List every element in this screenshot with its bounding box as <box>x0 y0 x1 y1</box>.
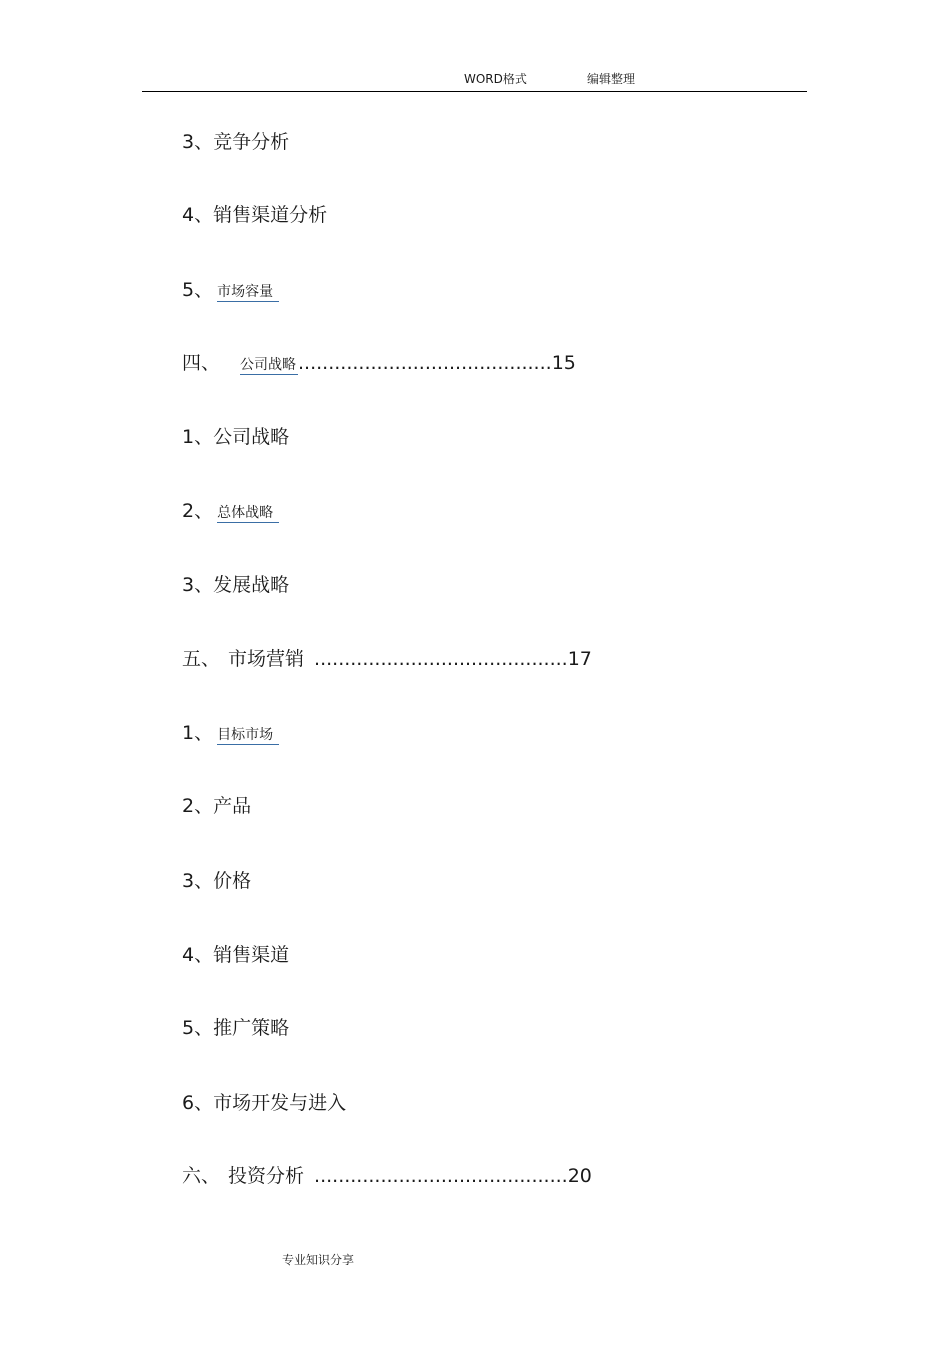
toc-entry[interactable] <box>182 1016 289 1040</box>
toc-entry-title: 市场营销 <box>228 648 305 670</box>
toc-entry-number: 4、 <box>182 204 214 226</box>
toc-entry[interactable] <box>182 351 576 375</box>
toc-entry-number: 4、 <box>182 944 214 966</box>
toc-entry-title: 销售渠道 <box>213 944 290 966</box>
toc-entry[interactable] <box>182 278 279 302</box>
toc-entry-title: 发展战略 <box>213 574 290 596</box>
toc-entry-number: 2、 <box>182 500 214 522</box>
toc-entry-number: 3、 <box>182 870 214 892</box>
toc-entry[interactable] <box>182 573 289 597</box>
header-left-text: WORD格式 <box>464 72 527 86</box>
toc-entry[interactable] <box>182 203 327 227</box>
toc-entry-dots: .......................................... <box>298 352 552 374</box>
toc-entry-page: 20 <box>567 1165 592 1187</box>
toc-entry-title: 销售渠道分析 <box>213 204 328 226</box>
toc-entry-number: 3、 <box>182 574 214 596</box>
toc-entry-title-link[interactable]: 总体战略 <box>217 504 279 523</box>
toc-entry-title-link[interactable]: 公司战略 <box>240 357 297 373</box>
page-footer: 专业知识分享 <box>282 1253 355 1267</box>
toc-entry-number: 五、 <box>182 648 221 670</box>
toc-entry[interactable] <box>182 1091 346 1115</box>
toc-entry[interactable] <box>182 647 592 671</box>
toc-entry-title: 市场开发与进入 <box>213 1092 347 1114</box>
toc-entry-title: 推广策略 <box>213 1017 290 1039</box>
toc-entry[interactable] <box>182 794 251 818</box>
toc-entry[interactable] <box>182 499 279 523</box>
toc-entry-number: 2、 <box>182 795 214 817</box>
toc-entry-number: 3、 <box>182 131 214 153</box>
toc-entry-number: 5、 <box>182 279 214 301</box>
toc-entry-page: 17 <box>567 648 592 670</box>
toc-entry-title: 竞争分析 <box>213 131 290 153</box>
toc-entry[interactable] <box>182 869 251 893</box>
header-divider <box>142 91 807 92</box>
toc-entry-number: 四、 <box>182 352 221 374</box>
toc-entry-number: 六、 <box>182 1165 221 1187</box>
toc-entry-title-link[interactable]: 目标市场 <box>217 726 279 745</box>
toc-entry-title: 价格 <box>213 870 252 892</box>
toc-entry-title: 公司战略 <box>213 426 290 448</box>
toc-entry[interactable] <box>182 425 289 449</box>
toc-entry-number: 6、 <box>182 1092 214 1114</box>
toc-entry[interactable] <box>182 130 289 154</box>
toc-entry-page: 15 <box>551 352 576 374</box>
toc-entry-number: 1、 <box>182 722 214 744</box>
toc-entry-number: 5、 <box>182 1017 214 1039</box>
toc-entry-dots: .......................................... <box>314 648 568 670</box>
page-header <box>0 70 950 90</box>
toc-entry-number: 1、 <box>182 426 214 448</box>
header-right-text: 编辑整理 <box>587 72 636 86</box>
toc-entry-title-link[interactable]: 市场容量 <box>217 283 279 302</box>
toc-entry-title: 产品 <box>213 795 252 817</box>
toc-entry-dots: .......................................... <box>314 1165 568 1187</box>
toc-entry[interactable] <box>182 943 289 967</box>
toc-entry-title: 投资分析 <box>228 1165 305 1187</box>
toc-entry[interactable] <box>182 1164 592 1188</box>
toc-entry[interactable] <box>182 721 279 745</box>
